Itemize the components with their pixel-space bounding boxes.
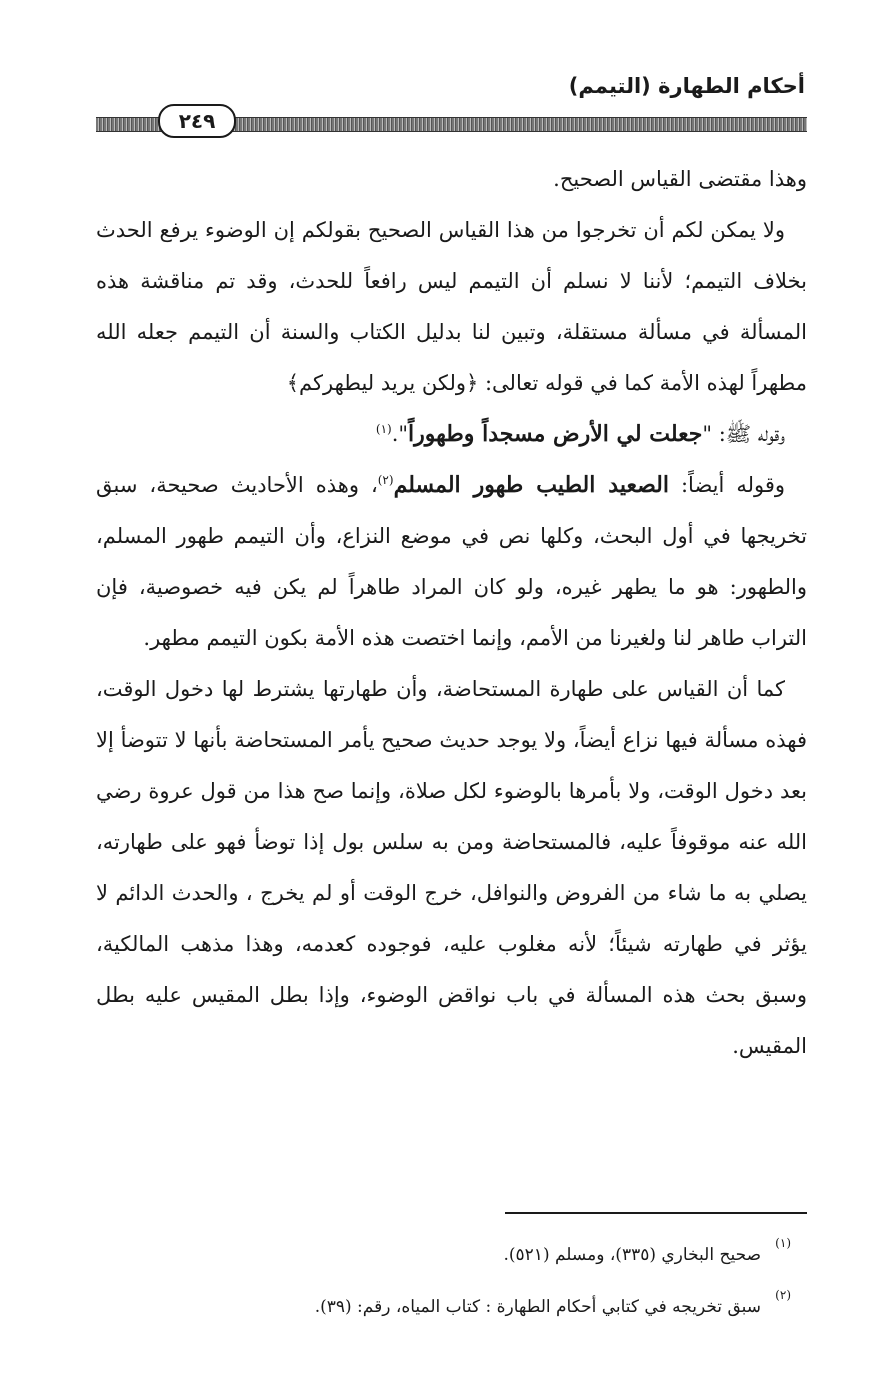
running-header-title: أحكام الطهارة (التيمم): [568, 74, 805, 98]
footnote-ref-1[interactable]: (١): [375, 422, 392, 436]
footnote-2-text: سبق تخريجه في كتابي أحكام الطهارة : كتاب المياه، رقم: (٣٩).: [314, 1297, 761, 1317]
paragraph-4-rest: ، وهذه الأحاديث صحيحة، سبق تخريجها في أول البحث، وكلها نص في موضع النزاع، وأن التيمم طهور المسلم، والطهور: هو ما يطهر غيره، ولو كان المراد طاهراً لم يكن فيه خصوصية، فإن التراب طاهر لنا ولغيرنا من الأمم، وإنما اختصت هذه الأمة بكون التيمم مطهر.: [96, 473, 807, 650]
footnote-1-text: صحيح البخاري (٣٣٥)، ومسلم (٥٢١).: [503, 1245, 761, 1265]
paragraph-3-prefix: وقوله ﷺ: ": [702, 422, 785, 446]
footnote-2-number: (٢): [775, 1288, 791, 1302]
hadith-quote-2: الصعيد الطيب طهور المسلم: [393, 472, 669, 498]
paragraph-4: [96, 460, 807, 664]
hadith-quote-1: جعلت لي الأرض مسجداً وطهوراً: [408, 421, 703, 447]
paragraph-5: كما أن القياس على طهارة المستحاضة، وأن طهارتها يشترط لها دخول الوقت، فهذه مسألة فيها نزاع أيضاً، ولا يوجد حديث صحيح يأمر المستحاضة بأنها لا تتوضأ إلا بعد دخول الوقت، ولا بأمرها بالوضوء لكل صلاة، وإنما صح هذا من قول عروة رضي الله عنه موقوفاً عليه، فالمستحاضة ومن به سلس بول إذا توضأ فهو على طهارته، يصلي به ما شاء من الفروض والنوافل، خرج الوقت أو لم يخرج ، والحدث الدائم لا يؤثر في طهارته شيئاً؛ لأنه مغلوب عليه، فوجوده كعدمه، وهذا مذهب المالكية، وسبق بحث هذه المسألة في باب نواقض الوضوء، وإذا بطل المقيس عليه بطل المقيس.: [96, 677, 807, 1058]
paragraph-1: وهذا مقتضى القياس الصحيح.: [553, 167, 807, 191]
paragraph-3-suffix: ".: [391, 422, 409, 446]
footnote-ref-2[interactable]: (٢): [377, 473, 394, 487]
page-number: ٢٤٩: [158, 104, 236, 138]
main-text: [96, 154, 807, 1072]
footnotes: [314, 1233, 791, 1337]
footnote-separator: [505, 1212, 807, 1214]
paragraph-2: ولا يمكن لكم أن تخرجوا من هذا القياس الصحيح بقولكم إن الوضوء يرفع الحدث بخلاف التيمم؛ لأننا لا نسلم أن التيمم ليس رافعاً للحدث، وقد تم مناقشة هذه المسألة في مسألة مستقلة، وتبين لنا بدليل الكتاب والسنة أن التيمم جعله الله مطهراً لهذه الأمة كما في قوله تعالى: ﴿ولكن يريد ليطهركم﴾: [96, 218, 807, 395]
footnote-1: [315, 1233, 791, 1285]
paragraph-3: [96, 409, 807, 460]
paragraph-4-prefix: وقوله أيضاً:: [668, 473, 785, 497]
footnote-1-number: (١): [775, 1236, 791, 1250]
footnote-2: [314, 1285, 791, 1337]
